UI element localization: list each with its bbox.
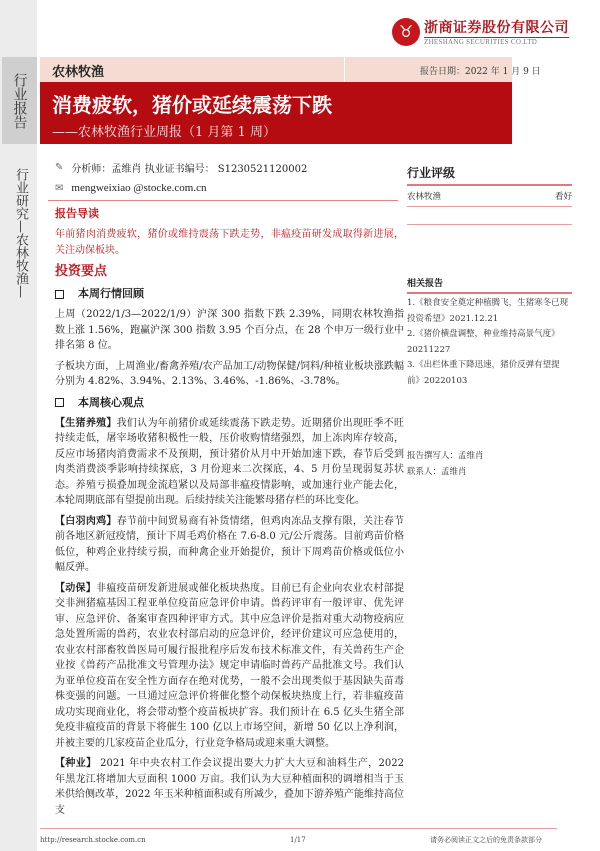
review-paragraph-1: 上周（2022/1/3—2022/1/9）沪深 300 指数下跌 2.39%，同期农林牧渔指数上涨 1.56%，跑赢沪深 300 指数 3.95 个百分点，在 28 个申万一级行业中排名第 8 位。 bbox=[55, 309, 404, 351]
analyst-info: 分析师：孟维肖 执业证书编号： S1230521120002 bbox=[71, 164, 308, 175]
core-heading: 本周核心观点 bbox=[55, 395, 404, 411]
analyst-row bbox=[55, 160, 307, 175]
footer-url[interactable]: http://research.stocke.com.cn bbox=[40, 836, 146, 844]
divider bbox=[407, 206, 572, 207]
pen-icon: ✎ bbox=[55, 162, 64, 173]
rating-row: 农林牧渔 看好 bbox=[407, 192, 572, 202]
category-vertical-label: 行业研究—农林牧渔— bbox=[13, 168, 28, 298]
checkbox-bullet-icon bbox=[55, 290, 64, 299]
rating-heading: 行业评级 bbox=[407, 166, 456, 180]
mail-icon: ✉ bbox=[55, 182, 64, 194]
analyst-email[interactable]: mengweixiao @stocke.com.cn bbox=[71, 182, 207, 194]
page-number: 1/17 bbox=[290, 836, 306, 844]
report-type-label: 行业报告 bbox=[2, 57, 37, 144]
report-date: 报告日期：2022 年 1 月 9 日 bbox=[420, 67, 541, 77]
related-heading: 相关报告 bbox=[407, 279, 444, 289]
core-item-seed: 【种业】 2021 年中央农村工作会议提出要大力扩大大豆和油料生产，2022 年黑龙江将增加大豆面积 1000 万亩。我们认为大豆种植面积的调增相当于玉米供给侧改革，2022 年玉米种植面积或有所减少，叠加下游养殖产能维持高位支 bbox=[55, 758, 405, 816]
review-paragraph-2: 子板块方面，上周渔业/畜禽养殖/农产品加工/动物保健/饲料/种植业板块涨跌幅分别为 4.82%、3.94%、2.13%、3.46%、-1.86%、-3.78%。 bbox=[55, 360, 404, 387]
report-title: 消费疲软，猪价或延续震荡下跌 bbox=[52, 93, 332, 117]
footer-divider bbox=[40, 828, 557, 829]
report-subtitle: ——农林牧渔行业周报（1 月第 1 周） bbox=[52, 125, 276, 140]
core-item-animal-health: 【动保】非瘟疫苗研发新进展或催化板块热度。目前已有企业向农业农村部提交非洲猪瘟基因工程亚单位疫苗应急评价申请。兽药评审有一般评审、优先评审、应急评价、备案审查四种评审方式。其中应急评价是指对重大动物疫病应急处置所需的兽药，农业农村部启动的应急评价，经评价建议可应急使用的，农业农村部畜牧兽医局可履行报批程序后发布技术标准文件，有关兽药生产企业按《兽药产品批准文号管理办法》规定申请临时兽药产品批准文号。我们认为亚单位疫苗在安全性方面存在绝对优势，一般不会出现类似于基因缺失苗毒株变强的问题。一旦通过应急评价将催化整个动保板块热度上行，若非瘟疫苗成功实现商业化，将会带动整个疫苗板块扩容。我们预计在 6.5 亿头生猪全部免疫非瘟疫苗的背景下将催生 100 亿以上市场空间，新增 50 亿以上净利润，并被主要的几家疫苗企业瓜分，行业竞争格局或迎来重大调整。 bbox=[55, 582, 405, 749]
core-item-chicken: 【白羽肉鸡】春节前中间贸易商有补货情绪，但鸡肉冻品支撑有限，关注春节前各地区新冠疫情，预计下周毛鸡价格在 7.6-8.0 元/公斤震荡。目前鸡苗价格低位，种鸡企业持续亏损，而种禽企业开始提价，预计下周鸡苗价格或低位小幅反弹。 bbox=[55, 515, 405, 573]
checkbox-bullet-icon bbox=[55, 398, 64, 407]
related-reports bbox=[407, 276, 572, 480]
related-report-item[interactable]: 3.《出栏体重下降迅速，猪价反弹有望提前》20220103 bbox=[407, 360, 560, 386]
divider bbox=[48, 200, 398, 201]
footer bbox=[40, 818, 557, 851]
divider bbox=[407, 292, 572, 294]
points-heading: 投资要点 bbox=[55, 264, 108, 279]
divider bbox=[407, 224, 572, 225]
rating-value: 看好 bbox=[554, 192, 572, 202]
related-report-item[interactable]: 1.《粮食安全奠定种植腾飞，生猪寒冬已现投资希望》2021.12.21 bbox=[407, 298, 569, 324]
logo-mark-icon: ♉ bbox=[392, 18, 420, 46]
header-divider bbox=[344, 57, 345, 82]
guide-heading: 报告导读 bbox=[55, 207, 99, 220]
email-row bbox=[55, 182, 206, 194]
rating-panel bbox=[407, 164, 572, 225]
report-writer: 报告撰写人：孟维肖 bbox=[407, 451, 484, 461]
core-item-pig: 【生猪养殖】我们认为年前猪价或延续震荡下跌走势。近期猪价出现旺季不旺持续走低，屠宰场收猪积极性一般，压价收购情绪强烈，加上冻肉库存较高，反应市场猪肉消费需求不及预期，预计猪价从月中开始加速下跌，春节后受到肉类消费淡季影响持续探底，3 月份迎来二次探底，4、5 月份呈现弱复苏状态。养殖亏损叠加现金流趋紧以及局部非瘟疫情影响，或加速行业产能去化，本轮周期底部有望提前出现。后续持续关注能繁母猪存栏的环比变化。 bbox=[55, 417, 405, 506]
related-report-item[interactable]: 2.《猪价横盘调整，种业维持高景气度》20211227 bbox=[407, 329, 560, 355]
company-name-cn: 浙商证券股份有限公司 bbox=[424, 17, 569, 38]
sector-label: 农林牧渔 bbox=[52, 65, 105, 80]
disclaimer-note: 请务必阅读正文之后的免责条款部分 bbox=[430, 836, 542, 844]
company-logo bbox=[392, 17, 569, 46]
company-name-en: ZHESHANG SECURITIES CO.LTD bbox=[424, 38, 538, 46]
contact-person: 联系人：孟维肖 bbox=[407, 466, 467, 477]
review-heading: 本周行情回顾 bbox=[55, 286, 404, 302]
guide-text: 年前猪肉消费疲软，猪价或维持震荡下跌走势，非瘟疫苗研发成取得新进展，关注动保板块。 bbox=[55, 229, 404, 256]
